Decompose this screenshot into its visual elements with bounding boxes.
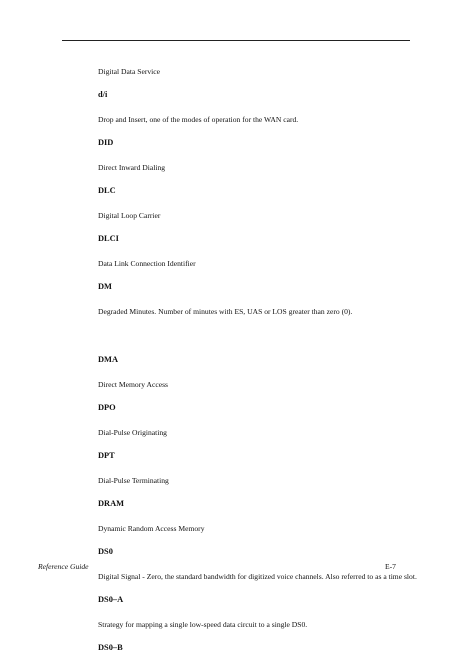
glossary-definition: Drop and Insert, one of the modes of operation for the WAN card. xyxy=(98,115,299,124)
glossary-term: DMA xyxy=(98,355,119,364)
glossary-term: DLCI xyxy=(98,234,119,243)
glossary-list xyxy=(98,66,418,653)
glossary-term: DPT xyxy=(98,451,115,460)
glossary-definition: Digital Data Service xyxy=(98,67,160,76)
glossary-definition: Direct Memory Access xyxy=(98,380,169,389)
glossary-term: DPO xyxy=(98,403,116,412)
glossary-term: DM xyxy=(98,282,112,291)
glossary-term: d/i xyxy=(98,90,108,99)
glossary-definition: Strategy for mapping a single low-speed data circuit to a single DS0. xyxy=(98,620,308,629)
glossary-definition: Direct Inward Dialing xyxy=(98,163,166,172)
glossary-definition: Degraded Minutes. Number of minutes with ES, UAS or LOS greater than zero (0). xyxy=(98,307,353,316)
glossary-definition: Dial-Pulse Originating xyxy=(98,428,167,437)
glossary-definition: Digital Loop Carrier xyxy=(98,211,161,220)
glossary-definition: Dynamic Random Access Memory xyxy=(98,524,205,533)
glossary-term: DLC xyxy=(98,186,116,195)
footer-page-number: E-7 xyxy=(385,562,396,571)
glossary-term: DS0 xyxy=(98,547,113,556)
glossary-term: DS0–A xyxy=(98,595,124,604)
glossary-definition: Dial-Pulse Terminating xyxy=(98,476,169,485)
glossary-term: DS0–B xyxy=(98,643,123,652)
header-rule xyxy=(62,40,410,41)
glossary-definition: Digital Signal - Zero, the standard bandwidth for digitized voice channels. Also referred to as a time slot. xyxy=(98,572,417,581)
glossary-term: DID xyxy=(98,138,114,147)
glossary-term: DRAM xyxy=(98,499,125,508)
glossary-definition: Data Link Connection Identifier xyxy=(98,259,196,268)
footer-guide-title: Reference Guide xyxy=(38,562,89,571)
